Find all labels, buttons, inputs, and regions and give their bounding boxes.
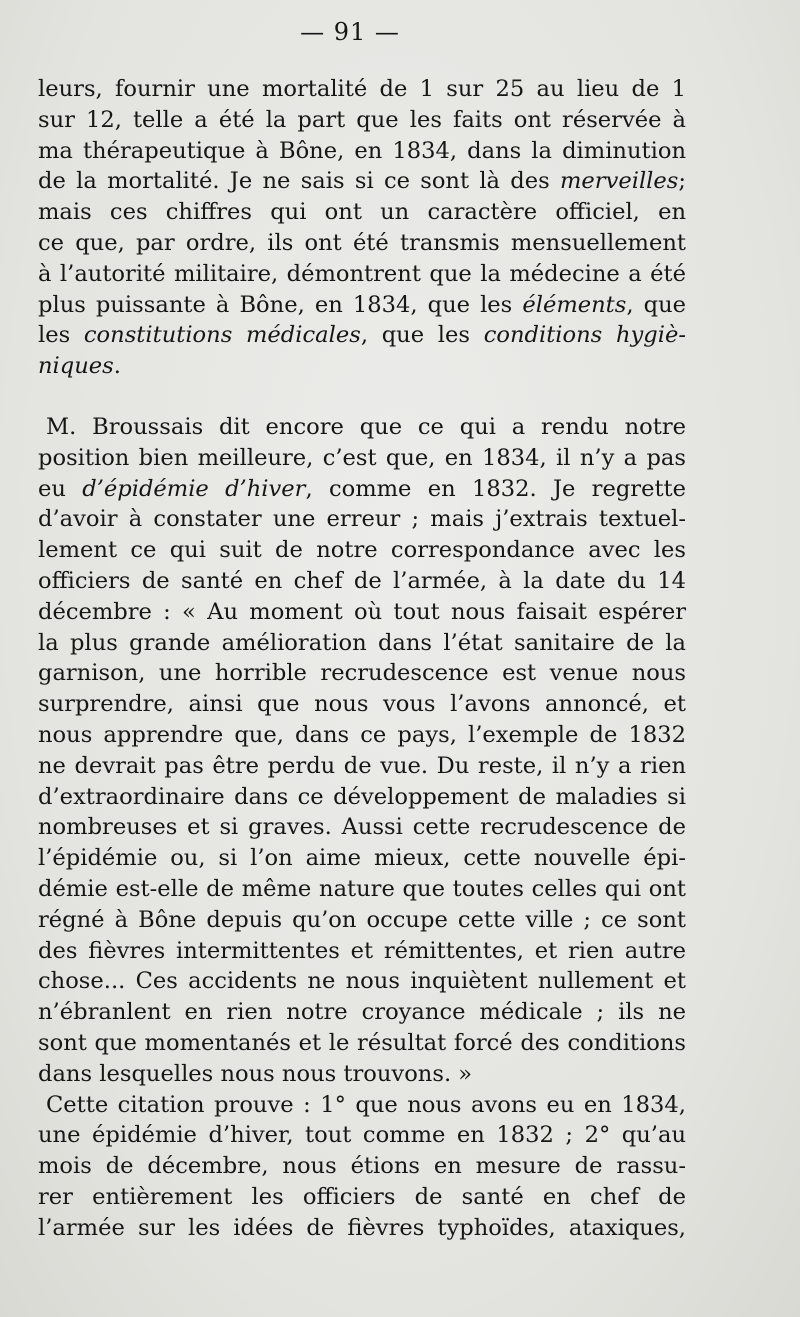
paragraph xyxy=(38,1090,686,1244)
italic-text: niques xyxy=(38,353,114,380)
text-line: des fièvres intermittentes et rémittentes, et rien autre xyxy=(38,937,686,964)
text-line: l’armée sur les idées de fièvres typhoïdes, ataxiques, xyxy=(38,1214,686,1241)
italic-text: conditions hygiè- xyxy=(483,322,686,349)
text-line: niques. xyxy=(38,353,121,380)
text-line: mais ces chiffres qui ont un caractère officiel, en xyxy=(38,199,686,226)
text-line: Cette citation prouve : 1° que nous avons eu en 1834, xyxy=(46,1091,686,1118)
italic-text: d’épidémie d’hiver xyxy=(82,475,306,502)
paragraph xyxy=(38,412,686,1090)
italic-text: constitutions médicales xyxy=(83,322,361,349)
paragraph-gap xyxy=(38,382,686,412)
text-line: décembre : « Au moment où tout nous faisait espérer xyxy=(38,598,686,625)
text-line: d’extraordinaire dans ce développement de maladies si xyxy=(38,783,686,810)
text-line: ne devrait pas être perdu de vue. Du reste, il n’y a rien xyxy=(38,752,686,779)
text-line: les constitutions médicales, que les conditions hygiè- xyxy=(38,322,686,349)
text-line: d’avoir à constater une erreur ; mais j’extrais textuel- xyxy=(38,506,686,533)
text-line: sont que momentanés et le résultat forcé des conditions xyxy=(38,1029,686,1056)
text-line: nous apprendre que, dans ce pays, l’exemple de 1832 xyxy=(38,721,686,748)
text-line: surprendre, ainsi que nous vous l’avons annoncé, et xyxy=(38,691,686,718)
text-line: ce que, par ordre, ils ont été transmis mensuellement xyxy=(38,229,686,256)
text-line: la plus grande amélioration dans l’état sanitaire de la xyxy=(38,629,686,656)
text-line: dans lesquelles nous nous trouvons. » xyxy=(38,1060,473,1087)
italic-text: merveilles xyxy=(560,168,679,195)
text-line: à l’autorité militaire, démontrent que la médecine a été xyxy=(38,260,686,287)
paragraph xyxy=(38,74,686,382)
text-line: l’épidémie ou, si l’on aime mieux, cette nouvelle épi- xyxy=(38,845,686,872)
text-line: nombreuses et si graves. Aussi cette recrudescence de xyxy=(38,814,686,841)
text-line: lement ce qui suit de notre correspondance avec les xyxy=(38,537,686,564)
text-line: rer entièrement les officiers de santé en chef de xyxy=(38,1183,686,1210)
text-line: officiers de santé en chef de l’armée, à la date du 14 xyxy=(38,567,686,594)
text-line: de la mortalité. Je ne sais si ce sont là des merveilles; xyxy=(38,168,686,195)
text-line: n’ébranlent en rien notre croyance médicale ; ils ne xyxy=(38,999,686,1026)
text-line: une épidémie d’hiver, tout comme en 1832 ; 2° qu’au xyxy=(38,1122,686,1149)
text-line: M. Broussais dit encore que ce qui a rendu notre xyxy=(46,413,686,440)
page-number: — 91 — xyxy=(300,18,400,46)
text-line: mois de décembre, nous étions en mesure de rassu- xyxy=(38,1153,686,1180)
text-line: garnison, une horrible recrudescence est venue nous xyxy=(38,660,686,687)
text-line: plus puissante à Bône, en 1834, que les éléments, que xyxy=(38,291,687,318)
text-line: eu d’épidémie d’hiver, comme en 1832. Je regrette xyxy=(38,475,687,502)
text-line: sur 12, telle a été la part que les faits ont réservée à xyxy=(38,106,686,133)
text-line: leurs, fournir une mortalité de 1 sur 25 au lieu de 1 xyxy=(38,76,686,102)
italic-text: éléments xyxy=(522,291,627,318)
text-line: démie est-elle de même nature que toutes celles qui ont xyxy=(38,875,686,902)
body-text xyxy=(38,74,686,1243)
text-line: chose... Ces accidents ne nous inquiètent nullement et xyxy=(38,968,686,995)
text-line: régné à Bône depuis qu’on occupe cette ville ; ce sont xyxy=(38,906,686,933)
text-line: ma thérapeutique à Bône, en 1834, dans la diminution xyxy=(38,137,686,164)
text-line: position bien meilleure, c’est que, en 1834, il n’y a pas xyxy=(38,444,686,471)
